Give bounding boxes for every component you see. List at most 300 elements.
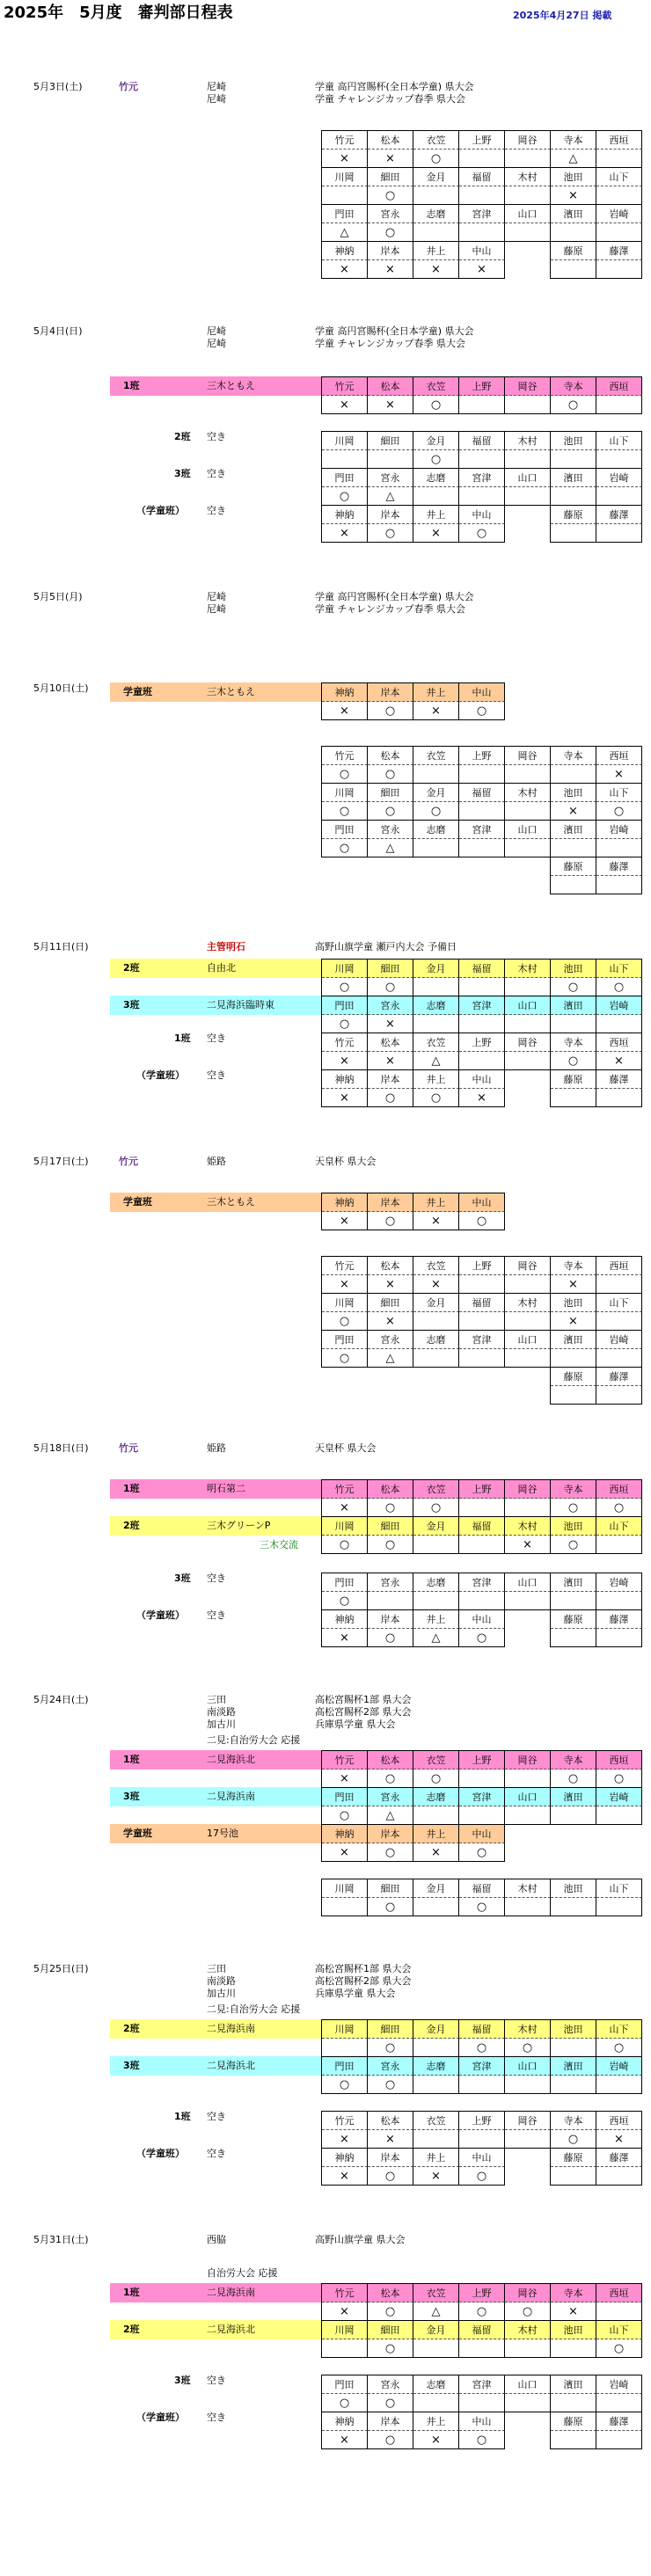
umpire-name: 門田 — [322, 1331, 368, 1349]
availability-mark: ○ — [368, 1898, 413, 1916]
event-name: 高松宮賜杯2部 県大会 — [315, 1706, 412, 1718]
band-assign: 三木ともえ — [207, 1196, 255, 1208]
umpire-name: 衣笠 — [413, 1751, 459, 1770]
umpire-name: 岡谷 — [505, 1751, 551, 1770]
umpire-name: 中山 — [459, 1070, 505, 1089]
umpire-name: 衣笠 — [413, 2284, 459, 2302]
roster-group-g4 — [321, 1193, 505, 1230]
side-assign: 空き — [207, 505, 226, 516]
roster-group-g4 — [321, 505, 505, 543]
band-label: 1班 — [123, 2287, 140, 2298]
event-venue: 主管明石 — [207, 941, 245, 952]
availability-mark: ○ — [596, 1499, 642, 1517]
availability-mark — [459, 1349, 505, 1368]
availability-mark: ○ — [459, 524, 505, 543]
umpire-name: 福留 — [459, 168, 505, 186]
umpire-name: 川岡 — [322, 2321, 368, 2339]
umpire-name: 西垣 — [596, 131, 642, 150]
umpire-name: 衣笠 — [413, 1257, 459, 1275]
umpire-name: 竹元 — [322, 131, 368, 150]
availability-mark: × — [322, 524, 368, 543]
event-name: 高松宮賜杯1部 県大会 — [315, 1694, 412, 1705]
umpire-name: 志磨 — [413, 1573, 459, 1592]
availability-mark: ○ — [368, 1212, 413, 1230]
umpire-name: 岡谷 — [505, 1033, 551, 1052]
event-venue: 尼崎 — [207, 591, 226, 602]
availability-mark: × — [459, 260, 505, 279]
umpire-name: 藤澤 — [596, 1070, 642, 1089]
umpire-name: 岩崎 — [596, 205, 642, 223]
umpire-name: 西垣 — [596, 747, 642, 765]
availability-mark: ○ — [368, 802, 413, 821]
umpire-name: 細田 — [368, 1294, 413, 1312]
availability-mark: △ — [413, 1629, 459, 1647]
availability-mark: ○ — [368, 2302, 413, 2321]
availability-mark — [459, 1592, 505, 1610]
availability-mark — [413, 1806, 459, 1825]
umpire-name: 濱田 — [551, 1331, 596, 1349]
band-assign: 二見海浜南 — [207, 1791, 255, 1802]
umpire-name: 山口 — [505, 469, 551, 487]
umpire-name: 井上 — [413, 506, 459, 524]
sanki-koryu: 三木交流 — [260, 1539, 298, 1551]
umpire-name: 宮津 — [459, 205, 505, 223]
umpire-name: 中山 — [459, 2149, 505, 2167]
availability-mark: ○ — [368, 1770, 413, 1788]
availability-mark — [413, 839, 459, 857]
umpire-name: 竹元 — [322, 1257, 368, 1275]
availability-mark: × — [322, 396, 368, 414]
roster-group-g1 — [321, 2111, 642, 2149]
umpire-name: 藤澤 — [596, 1610, 642, 1629]
availability-mark: ○ — [322, 978, 368, 996]
band-assign: 三木ともえ — [207, 380, 255, 391]
page-title: 2025年 5月度 審判部日程表 — [4, 4, 233, 22]
availability-mark: ○ — [368, 2431, 413, 2449]
umpire-name: 松本 — [368, 2284, 413, 2302]
availability-mark: ○ — [413, 1089, 459, 1107]
availability-mark — [505, 186, 551, 205]
availability-mark — [551, 2039, 596, 2057]
umpire-name: 細田 — [368, 784, 413, 802]
band-label: 1班 — [123, 1754, 140, 1765]
roster-group-g4b — [550, 857, 642, 894]
umpire-name: 濱田 — [551, 2057, 596, 2076]
umpire-name: 上野 — [459, 747, 505, 765]
band-label: 学童班 — [123, 1828, 152, 1839]
availability-mark — [413, 2339, 459, 2358]
availability-mark — [505, 2394, 551, 2412]
event-name: 天皇杯 県大会 — [315, 1156, 377, 1167]
umpire-name: 西垣 — [596, 2112, 642, 2130]
roster-group-g3 — [321, 996, 642, 1033]
event-name: 高野山旗学童 瀬戸内大会 予備日 — [315, 941, 457, 952]
availability-mark: ○ — [413, 1770, 459, 1788]
umpire-name: 岡谷 — [505, 1257, 551, 1275]
umpire-name: 岩崎 — [596, 2057, 642, 2076]
event-venue: 加古川 — [207, 1719, 236, 1730]
availability-mark — [459, 487, 505, 506]
umpire-name: 井上 — [413, 1193, 459, 1212]
band-assign: 二見海浜臨時東 — [207, 999, 274, 1011]
umpire-name: 宮永 — [368, 821, 413, 839]
availability-mark: ○ — [413, 396, 459, 414]
umpire-name: 木村 — [505, 1879, 551, 1898]
umpire-name: 藤原 — [551, 242, 596, 260]
availability-mark — [551, 1592, 596, 1610]
roster-group-g4 — [321, 241, 505, 279]
umpire-name: 門田 — [322, 469, 368, 487]
umpire-name: 岸本 — [368, 2149, 413, 2167]
availability-mark — [505, 396, 551, 414]
umpire-name: 池田 — [551, 1517, 596, 1536]
umpire-name: 宮津 — [459, 2375, 505, 2394]
roster-group-g3 — [321, 204, 642, 242]
availability-mark: ○ — [322, 1312, 368, 1331]
availability-mark — [596, 1275, 642, 1294]
availability-mark: × — [322, 1770, 368, 1788]
umpire-name: 岸本 — [368, 242, 413, 260]
band-label: 3班 — [123, 1791, 140, 1802]
umpire-name: 岸本 — [368, 506, 413, 524]
availability-mark — [551, 1898, 596, 1916]
umpire-name: 木村 — [505, 784, 551, 802]
roster-group-g3 — [321, 1330, 642, 1368]
umpire-name: 川岡 — [322, 2020, 368, 2039]
umpire-name: 神納 — [322, 1610, 368, 1629]
availability-mark — [505, 223, 551, 242]
availability-mark: × — [413, 2167, 459, 2186]
umpire-name: 志磨 — [413, 2375, 459, 2394]
availability-mark — [459, 2130, 505, 2149]
umpire-name: 志磨 — [413, 205, 459, 223]
availability-mark — [505, 1806, 551, 1825]
availability-mark: × — [551, 2302, 596, 2321]
availability-mark — [505, 802, 551, 821]
availability-mark — [505, 1898, 551, 1916]
roster-group-g2 — [321, 959, 642, 996]
umpire-name: 神納 — [322, 242, 368, 260]
umpire-name: 神納 — [322, 1825, 368, 1843]
availability-mark — [596, 1386, 642, 1405]
availability-mark — [551, 876, 596, 894]
umpire-name: 川岡 — [322, 960, 368, 978]
roster-group-g3 — [321, 1573, 642, 1610]
availability-mark — [505, 978, 551, 996]
availability-mark: × — [322, 2431, 368, 2449]
umpire-name: 松本 — [368, 377, 413, 396]
availability-mark — [551, 487, 596, 506]
availability-mark — [459, 223, 505, 242]
availability-mark — [596, 2076, 642, 2094]
umpire-name: 福留 — [459, 2020, 505, 2039]
availability-mark: × — [322, 2167, 368, 2186]
event-venue: 加古川 — [207, 1988, 236, 1999]
umpire-name: 神納 — [322, 683, 368, 702]
availability-mark — [596, 1592, 642, 1610]
availability-mark: × — [368, 260, 413, 279]
availability-mark — [459, 1806, 505, 1825]
availability-mark: ○ — [368, 186, 413, 205]
availability-mark — [459, 396, 505, 414]
side-assign: 空き — [207, 1033, 226, 1044]
umpire-name: 岸本 — [368, 1825, 413, 1843]
availability-mark: × — [505, 1536, 551, 1554]
umpire-name: 衣笠 — [413, 2112, 459, 2130]
umpire-name: 井上 — [413, 1610, 459, 1629]
event-venue: 姫路 — [207, 1442, 226, 1454]
umpire-name: 藤原 — [551, 1610, 596, 1629]
availability-mark: × — [551, 1275, 596, 1294]
umpire-name: 岩崎 — [596, 821, 642, 839]
availability-mark — [505, 1015, 551, 1033]
umpire-name: 山口 — [505, 1788, 551, 1806]
umpire-name: 上野 — [459, 1751, 505, 1770]
availability-mark: ○ — [413, 450, 459, 469]
umpire-name: 寺本 — [551, 131, 596, 150]
umpire-name: 岸本 — [368, 1193, 413, 1212]
umpire-name: 藤澤 — [596, 2149, 642, 2167]
band-assign: 三木グリーンP — [207, 1520, 271, 1531]
umpire-name: 衣笠 — [413, 747, 459, 765]
availability-mark: ○ — [551, 1052, 596, 1070]
roster-group-g1 — [321, 2283, 642, 2321]
umpire-name: 川岡 — [322, 784, 368, 802]
roster-group-g4 — [321, 1824, 505, 1862]
roster-group-g1 — [321, 1256, 642, 1294]
section-tag: 竹元 — [119, 81, 138, 92]
umpire-name: 松本 — [368, 1257, 413, 1275]
umpire-name: 門田 — [322, 205, 368, 223]
umpire-name: 松本 — [368, 1751, 413, 1770]
availability-mark — [551, 1806, 596, 1825]
umpire-name: 濱田 — [551, 469, 596, 487]
roster-group-g4 — [321, 1069, 505, 1107]
availability-mark — [505, 487, 551, 506]
band-assign: 三木ともえ — [207, 686, 255, 697]
umpire-name: 山下 — [596, 168, 642, 186]
availability-mark: ○ — [459, 1843, 505, 1862]
availability-mark: ○ — [368, 524, 413, 543]
event-venue: 尼崎 — [207, 93, 226, 105]
umpire-name: 山下 — [596, 1294, 642, 1312]
band-assign: 自由北 — [207, 962, 236, 974]
band-label: 1班 — [123, 1483, 140, 1494]
umpire-name: 金月 — [413, 1879, 459, 1898]
band-label: 2班 — [123, 2324, 140, 2335]
umpire-name: 岡谷 — [505, 2112, 551, 2130]
umpire-name: 川岡 — [322, 1294, 368, 1312]
umpire-name: 細田 — [368, 1879, 413, 1898]
availability-mark — [551, 260, 596, 279]
umpire-name: 池田 — [551, 1294, 596, 1312]
umpire-name: 池田 — [551, 960, 596, 978]
availability-mark — [551, 1089, 596, 1107]
umpire-name: 衣笠 — [413, 1480, 459, 1499]
roster-group-g4b — [550, 241, 642, 279]
umpire-name: 岡谷 — [505, 131, 551, 150]
umpire-name: 宮津 — [459, 821, 505, 839]
section-date: 5月24日(土) — [33, 1694, 89, 1705]
availability-mark — [413, 1349, 459, 1368]
availability-mark: × — [413, 1843, 459, 1862]
availability-mark: × — [322, 1843, 368, 1862]
availability-mark: × — [413, 702, 459, 720]
band-label: 2班 — [123, 962, 140, 974]
availability-mark — [368, 1592, 413, 1610]
umpire-name: 竹元 — [322, 377, 368, 396]
availability-mark — [596, 150, 642, 168]
side-assign: 空き — [207, 1609, 226, 1621]
availability-mark — [459, 1275, 505, 1294]
umpire-name: 金月 — [413, 168, 459, 186]
umpire-name: 井上 — [413, 242, 459, 260]
event-name: 学童 チャレンジカップ春季 県大会 — [315, 93, 466, 105]
band-label: 2班 — [123, 1520, 140, 1531]
availability-mark — [596, 839, 642, 857]
availability-mark — [596, 1536, 642, 1554]
availability-mark: ○ — [322, 839, 368, 857]
umpire-name: 藤原 — [551, 1368, 596, 1386]
availability-mark — [596, 2167, 642, 2186]
umpire-name: 志磨 — [413, 1788, 459, 1806]
availability-mark — [322, 2039, 368, 2057]
availability-mark — [413, 1898, 459, 1916]
event-venue: 尼崎 — [207, 81, 226, 92]
availability-mark — [413, 1592, 459, 1610]
roster-group-g2 — [321, 1293, 642, 1331]
availability-mark — [551, 839, 596, 857]
umpire-name: 中山 — [459, 1825, 505, 1843]
availability-mark — [459, 765, 505, 784]
umpire-name: 藤原 — [551, 2149, 596, 2167]
umpire-name: 山口 — [505, 1331, 551, 1349]
availability-mark — [459, 1015, 505, 1033]
umpire-name: 濱田 — [551, 996, 596, 1015]
umpire-name: 西垣 — [596, 377, 642, 396]
availability-mark: × — [459, 1089, 505, 1107]
umpire-name: 岩崎 — [596, 469, 642, 487]
availability-mark: ○ — [368, 223, 413, 242]
umpire-name: 寺本 — [551, 1751, 596, 1770]
availability-mark — [596, 1349, 642, 1368]
event-name: 高松宮賜杯2部 県大会 — [315, 1975, 412, 1987]
umpire-name: 池田 — [551, 784, 596, 802]
availability-mark: × — [322, 1629, 368, 1647]
availability-mark: × — [322, 1499, 368, 1517]
umpire-name: 池田 — [551, 1879, 596, 1898]
section-date: 5月3日(土) — [33, 81, 83, 92]
umpire-name: 井上 — [413, 683, 459, 702]
availability-mark: △ — [413, 2302, 459, 2321]
umpire-name: 濱田 — [551, 205, 596, 223]
umpire-name: 松本 — [368, 1033, 413, 1052]
side-label: 1班 — [174, 1033, 191, 1044]
availability-mark — [459, 186, 505, 205]
availability-mark: ○ — [596, 802, 642, 821]
availability-mark — [413, 765, 459, 784]
availability-mark — [413, 2394, 459, 2412]
availability-mark — [596, 1898, 642, 1916]
side-assign: 空き — [207, 1069, 226, 1081]
umpire-name: 寺本 — [551, 2284, 596, 2302]
availability-mark: ○ — [322, 1536, 368, 1554]
umpire-name: 上野 — [459, 2284, 505, 2302]
umpire-name: 岡谷 — [505, 377, 551, 396]
umpire-name: 福留 — [459, 1879, 505, 1898]
availability-mark: × — [322, 150, 368, 168]
umpire-name: 宮永 — [368, 469, 413, 487]
event-venue: 尼崎 — [207, 603, 226, 615]
availability-mark — [596, 1312, 642, 1331]
availability-mark — [505, 2076, 551, 2094]
umpire-name: 細田 — [368, 2321, 413, 2339]
availability-mark: × — [368, 2130, 413, 2149]
umpire-name: 衣笠 — [413, 1033, 459, 1052]
availability-mark: × — [368, 1015, 413, 1033]
umpire-name: 岸本 — [368, 1610, 413, 1629]
availability-mark — [551, 2431, 596, 2449]
availability-mark — [413, 1312, 459, 1331]
availability-mark — [505, 2339, 551, 2358]
availability-mark: × — [322, 2130, 368, 2149]
roster-group-g2 — [321, 2320, 642, 2358]
umpire-name: 池田 — [551, 168, 596, 186]
roster-group-g1 — [321, 376, 642, 414]
availability-mark — [459, 2394, 505, 2412]
availability-mark: △ — [368, 1806, 413, 1825]
umpire-name: 西垣 — [596, 1751, 642, 1770]
availability-mark: × — [322, 1052, 368, 1070]
umpire-name: 宮永 — [368, 2057, 413, 2076]
umpire-name: 山口 — [505, 821, 551, 839]
availability-mark: × — [322, 260, 368, 279]
availability-mark — [596, 260, 642, 279]
availability-mark — [505, 1770, 551, 1788]
availability-mark — [596, 450, 642, 469]
band-assign: 二見海浜南 — [207, 2023, 255, 2034]
section-date: 5月10日(土) — [33, 682, 89, 694]
availability-mark: ○ — [368, 702, 413, 720]
availability-mark — [596, 876, 642, 894]
roster-group-g1 — [321, 1033, 642, 1070]
event-venue: 西脇 — [207, 2234, 226, 2245]
umpire-name: 竹元 — [322, 2112, 368, 2130]
band-assign: 二見海浜南 — [207, 2287, 255, 2298]
umpire-name: 門田 — [322, 1573, 368, 1592]
band-label: 3班 — [123, 999, 140, 1011]
umpire-name: 藤原 — [551, 2412, 596, 2431]
roster-group-g4 — [321, 682, 505, 720]
umpire-name: 宮津 — [459, 1331, 505, 1349]
availability-mark — [596, 223, 642, 242]
umpire-name: 寺本 — [551, 1033, 596, 1052]
umpire-name: 岡谷 — [505, 1480, 551, 1499]
umpire-name: 岸本 — [368, 1070, 413, 1089]
availability-mark — [505, 1499, 551, 1517]
umpire-name: 寺本 — [551, 377, 596, 396]
availability-mark: ○ — [368, 2339, 413, 2358]
umpire-name: 寺本 — [551, 1257, 596, 1275]
availability-mark: ○ — [459, 2302, 505, 2321]
availability-mark: ○ — [459, 1898, 505, 1916]
availability-mark — [413, 186, 459, 205]
availability-mark: ○ — [322, 1806, 368, 1825]
umpire-name: 西垣 — [596, 1033, 642, 1052]
umpire-name: 山下 — [596, 960, 642, 978]
event-name: 兵庫県学童 県大会 — [315, 1988, 396, 1999]
availability-mark — [596, 1629, 642, 1647]
